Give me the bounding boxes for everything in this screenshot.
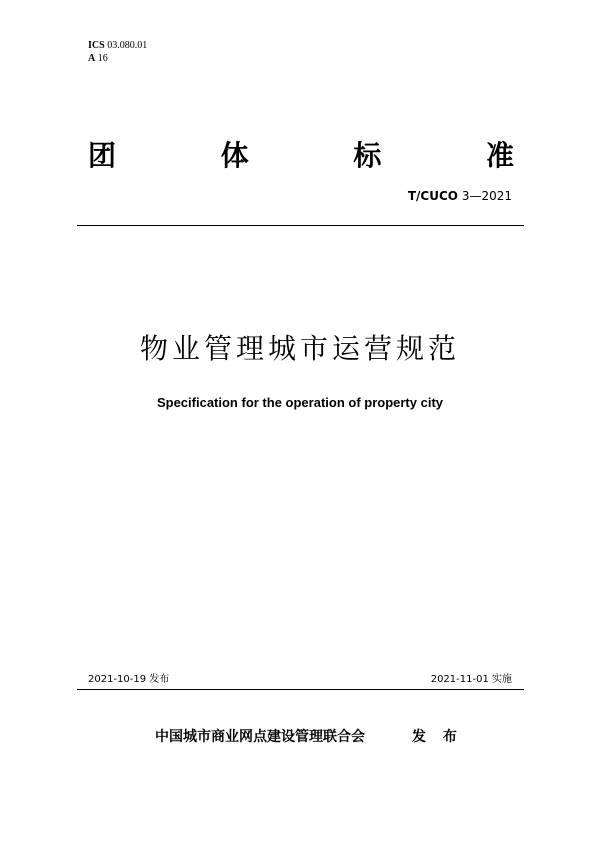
- heading-char-1: 团: [88, 139, 117, 172]
- standard-code: [408, 188, 512, 204]
- publisher-name: 中国城市商业网点建设管理联合会: [155, 729, 365, 745]
- heading-char-4: 准: [485, 139, 514, 172]
- document-title-en: Specification for the operation of property city: [156, 395, 444, 410]
- standard-code-prefix: T/CUCO: [407, 189, 458, 203]
- ics-code: 03.080.01: [107, 40, 148, 51]
- ccs-line: [88, 52, 147, 65]
- publish-label: 发 布: [412, 729, 463, 745]
- footer-divider: [77, 689, 524, 690]
- ccs-code: 16: [97, 53, 108, 64]
- document-title-cn: 物业管理城市运营规范: [139, 332, 460, 365]
- standard-code-number: 3—2021: [461, 189, 512, 203]
- implement-date: 2021-11-01 实施: [430, 674, 512, 685]
- ics-line: [88, 39, 147, 52]
- ics-label: ICS: [88, 40, 105, 51]
- standard-type-heading: [88, 138, 514, 174]
- classification-codes: [88, 39, 147, 65]
- ccs-label: A: [88, 53, 96, 64]
- heading-char-2: 体: [220, 139, 249, 172]
- heading-char-3: 标: [353, 139, 382, 172]
- issue-date: 2021-10-19 发布: [88, 674, 170, 685]
- header-divider: [77, 225, 524, 226]
